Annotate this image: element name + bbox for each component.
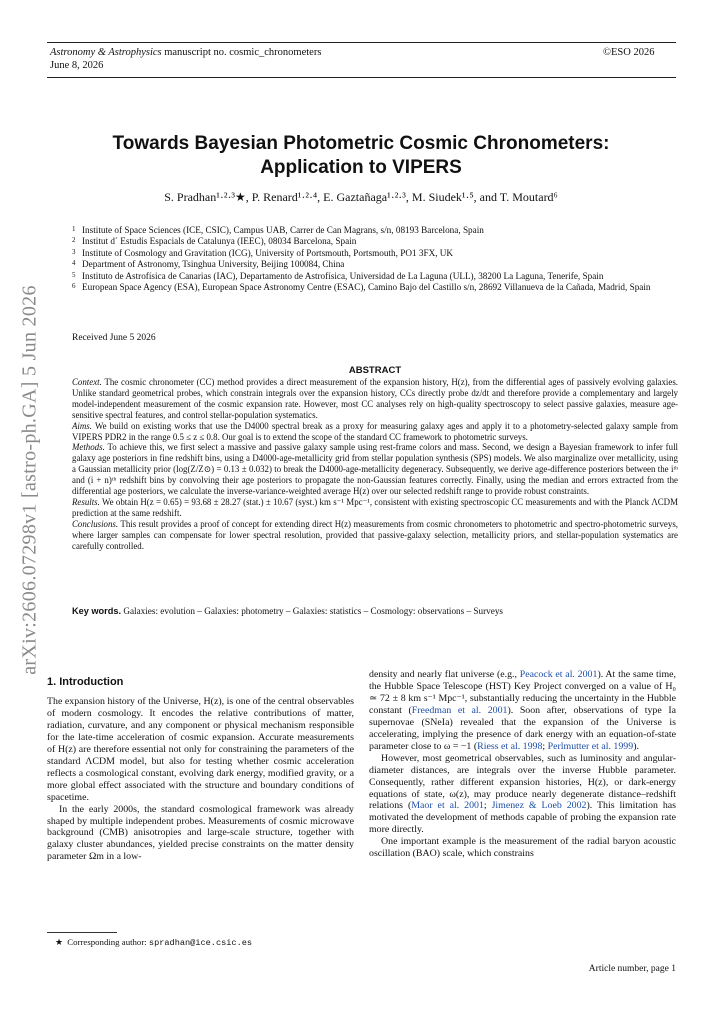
- citation-link[interactable]: Perlmutter et al. 1999: [547, 740, 634, 752]
- received-date: Received June 5 2026: [72, 333, 156, 343]
- arxiv-stamp: [10, 270, 50, 690]
- author-list: S. Pradhan¹·²·³★, P. Renard¹·²·⁴, E. Gaztañaga¹·²·³, M. Siudek¹·⁵, and T. Moutard⁶: [164, 190, 558, 204]
- affiliation-list: [72, 225, 680, 293]
- right-column: [369, 669, 676, 860]
- affiliation-item: 2 Institut d´ Estudis Espacials de Catalunya (IEEC), 08034 Barcelona, Spain: [72, 236, 357, 247]
- citation-link[interactable]: Freedman et al. 2001: [411, 704, 508, 716]
- manuscript-id: manuscript no. cosmic_chronometers: [161, 47, 322, 58]
- abstract-results: Results. We obtain H(z = 0.65) = 93.68 ± 28.27 (stat.) ± 10.67 (syst.) km s⁻¹ Mpc⁻¹, consistent with existing spectroscopic CC measurements and with the Planck ΛCDM prediction at the same redshift.: [72, 496, 678, 518]
- arxiv-stamp-text: arXiv:2606.07298v1 [astro-ph.GA] 5 Jun 2026: [18, 285, 41, 675]
- star-icon: ★: [55, 937, 63, 947]
- author-email[interactable]: spradhan@ice.csic.es: [148, 938, 253, 948]
- abstract-heading: ABSTRACT: [348, 365, 402, 376]
- affiliation-item: 5 Instituto de Astrofísica de Canarias (IAC), Departamento de Astrofísica, Universidad de La Laguna (ULL), 38200 La Laguna, Tenerife, Spain: [72, 270, 604, 281]
- paragraph: In the early 2000s, the standard cosmological framework was already shaped by multiple independent probes. Measurements of cosmic microwave background (CMB) anisotropies and large-scale structure, together with galaxy cluster abundances, yielded precise constraints on the matter density parameter Ωm in a low-: [47, 803, 354, 863]
- left-column: [47, 696, 354, 863]
- paragraph: density and nearly flat universe (e.g., Peacock et al. 2001). At the same time, the Hubble Space Telescope (HST) Key Project converged on a value of H₀ ≃ 72 ± 8 km s⁻¹ Mpc⁻¹, substantially reducing the uncertainty in the Hubble constant (Freedman et al. 2001). Soon after, observations of type Ia supernovae (SNeIa) revealed that the expansion of the Universe is accelerating, implying the presence of dark energy with an equation-of-state parameter close to ω = −1 (Riess et al. 1998; Perlmutter et al. 1999).: [369, 669, 676, 752]
- abstract-body: [72, 377, 678, 552]
- citation-link[interactable]: Riess et al. 1998: [477, 740, 543, 752]
- citation-link[interactable]: Peacock et al. 2001: [519, 669, 598, 680]
- affiliation-item: 3 Institute of Cosmology and Gravitation (ICG), University of Portsmouth, Portsmouth, PO1 3FX, UK: [72, 247, 454, 258]
- affiliation-item: 6 European Space Agency (ESA), European Space Astronomy Centre (ESAC), Camino Bajo del Castillo s/n, 28692 Villanueva de la Cañada, Madrid, Spain: [72, 282, 651, 293]
- abstract-conclusions: Conclusions. This result provides a proof of concept for extending direct H(z) measurements from cosmic chronometers to photometric and spectro-photometric surveys, where larger samples can compensate for lower spectral resolution, provided that passive-galaxy selection, metallicity priors, and stellar-population systematics are carefully controlled.: [72, 518, 678, 551]
- abstract-context: Context. The cosmic chronometer (CC) method provides a direct measurement of the expansion history, H(z), from the differential ages of passively evolving galaxies. Unlike standard geometrical probes, which constrain integrals over the expansion history, CCs directly probe dz/dt and therefore provide a complementary and largely model-independent measurement of the cosmic expansion rate. However, most CC analyses rely on high-quality spectroscopy to select passive galaxies, measure age-sensitive spectral features, and control stellar-population systematics.: [72, 377, 678, 420]
- affiliation-item: 1 Institute of Space Sciences (ICE, CSIC), Campus UAB, Carrer de Can Magrans, s/n, 08193 Barcelona, Spain: [72, 225, 484, 235]
- page-number: Article number, page 1: [588, 964, 676, 974]
- footnote: ★ Corresponding author: spradhan@ice.csic.es: [55, 937, 253, 948]
- footnote-rule: [47, 932, 117, 933]
- keywords-label: Key words.: [72, 606, 122, 616]
- keywords: [72, 606, 678, 616]
- paper-title: Towards Bayesian Photometric Cosmic Chronometers: Application to VIPERS: [112, 133, 610, 178]
- abstract-methods: Methods. To achieve this, we first select a massive and passive galaxy sample using rest-frame colors and mass. Second, we design a Bayesian framework to infer full galaxy age posteriors in fine redshift bins, using a D4000-age-metallicity grid from stellar population synthesis (SPS) models. We also marginalize over metallicity, using a Gaussian metallicity prior (log(Z/Z⊙) = 0.13 ± 0.032) to break the D4000-age-metallicity degeneracy. Subsequently, we derive age-difference posteriors between the iᵗʰ and (i + n)ᵗʰ redshift bins by convolving their age posteriors to propagate the non-Gaussian features correctly. Finally, using the median and errors extracted from the differential age posteriors, we calculate the inverse-variance-weighted average H(z) over our selected redshift range to provide robust constraints.: [72, 442, 678, 497]
- manuscript-date: June 8, 2026: [50, 60, 104, 71]
- paragraph: The expansion history of the Universe, H(z), is one of the central observables of modern cosmology. It encodes the relative contributions of matter, radiation, curvature, and any component or physical mechanism responsible for the late-time acceleration of cosmic expansion. Accurate measurements of H(z) are therefore essential not only for constraining the parameters of the standard ΛCDM model, but also for testing whether cosmic acceleration reflects a cosmological constant, evolving dark energy, modified gravity, or a more global effect associated with the structure and boundary conditions of spacetime.: [47, 696, 354, 803]
- citation-link[interactable]: Jimenez & Loeb 2002: [491, 800, 587, 812]
- paragraph: However, most geometrical observables, such as luminosity and angular-diameter distances, are integrals over the inverse Hubble parameter. Consequently, rather different expansion histories, H(z), or dark-energy equations of state, ω(z), may produce nearly degenerate distance–redshift relations (Maor et al. 2001; Jimenez & Loeb 2002). This limitation has motivated the development of methods capable of probing the expansion rate more directly.: [369, 752, 676, 836]
- citation-link[interactable]: Maor et al. 2001: [411, 800, 484, 812]
- copyright-notice: ©ESO 2026: [603, 47, 655, 58]
- journal-name: Astronomy & Astrophysics manuscript no. cosmic_chronometers: [50, 47, 322, 58]
- section-heading: 1. Introduction: [47, 676, 124, 688]
- abstract-aims: Aims. We build on existing works that use the D4000 spectral break as a proxy for measuring galaxy ages and apply it to a photometry-selected galaxy sample from VIPERS PDR2 in the range 0.5 ≤ z ≤ 0.8. Our goal is to extend the scope of the standard CC framework to photometric surveys.: [72, 420, 678, 442]
- keywords-text: Galaxies: evolution – Galaxies: photometry – Galaxies: statistics – Cosmology: observations – Surveys: [121, 606, 504, 616]
- affiliation-item: 4 Department of Astronomy, Tsinghua University, Beijing 100084, China: [72, 259, 345, 270]
- paragraph: One important example is the measurement of the radial baryon acoustic oscillation (BAO) scale, which constrains: [369, 836, 676, 860]
